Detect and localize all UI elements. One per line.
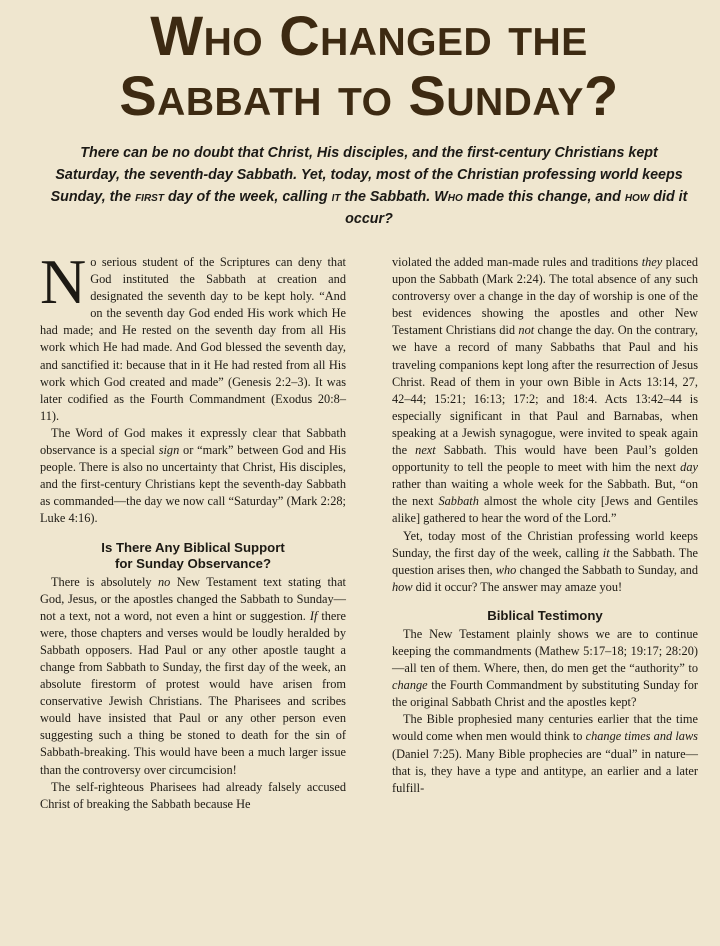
paragraph-text: The Word of God makes it expressly clear that Sabbath observance is a special [40, 425, 346, 458]
paragraph-text: The self-righteous Pharisees had already falsely accused Christ of breaking the Sabbath because He [40, 779, 346, 811]
intro-text: day of the week, calling [163, 189, 332, 205]
intro-paragraph [46, 142, 692, 230]
paragraph-text: Sabbath. This would have been Paul’s golden opportunity to tell the people to meet with him the next [392, 443, 698, 475]
paragraph-text: the Sabbath. The question arises then, [392, 545, 698, 577]
paragraph-text: changed the Sabbath to Sunday, and [516, 562, 698, 577]
left-column [40, 246, 346, 813]
paragraph-text: the Fourth Commandment by substituting Sunday for the original Sabbath Christ and the apostles kept? [392, 678, 698, 710]
intro-first: first [135, 189, 164, 205]
paragraph [392, 711, 698, 796]
paragraph-text: rather than waiting a whole week for the Sabbath. But, “on the next [392, 477, 698, 509]
paragraph-text: placed upon the Sabbath (Mark 2:24). The total absence of any such controversy over a change in the day of worship is one of the best evidences showing the apostles and other New Testament Christians did [392, 255, 699, 338]
paragraph [40, 246, 346, 425]
title-line-2: Sabbath to Sunday? [119, 64, 619, 127]
body-columns [40, 246, 699, 813]
emphasis: Sabbath [438, 494, 479, 509]
intro-it: it [331, 189, 341, 205]
drop-cap: N [40, 246, 87, 317]
emphasis: how [392, 579, 413, 594]
paragraph-text: Yet, today most of the Christian professing world keeps Sunday, the first day of the week, calling [392, 528, 698, 560]
intro-how: how [624, 189, 650, 205]
right-column [392, 254, 698, 813]
emphasis: it [602, 545, 610, 560]
intro-who: Who [434, 189, 463, 205]
intro-text: the Sabbath. [340, 189, 435, 205]
title-line-1: Who Changed the [150, 4, 588, 67]
paragraph-text: there were, those chapters and verses would be loudly heralded by Sabbath opposers. Had Paul or any other apostle taught a change from Sabbath to Sunday, the first day of the week, an absolute firestorm of protest would have arisen from conservative Jewish Christians. The Pharisees and scribes would have insisted that Paul or any other person even suggesting such a thing be stoned to death for the sin of Sabbath-breaking. This would have been a much larger issue than the controversy over circumcision! [40, 608, 346, 777]
paragraph-text: (Daniel 7:25). Many Bible prophecies are “dual” in nature—that is, they have a type and antitype, an earlier and a later fulfill- [392, 746, 698, 795]
emphasis: sign [158, 443, 180, 458]
paragraph-text: violated the added man-made rules and traditions [392, 255, 642, 269]
emphasis: If [309, 608, 318, 623]
paragraph [40, 574, 346, 779]
emphasis: next [415, 443, 436, 458]
emphasis: who [495, 562, 517, 577]
paragraph-text: There is absolutely [51, 574, 158, 589]
paragraph [40, 779, 346, 813]
section-heading [40, 540, 346, 572]
paragraph-text: did it occur? The answer may amaze you! [412, 579, 623, 594]
paragraph [392, 254, 698, 528]
emphasis: no [158, 574, 171, 589]
heading-line: Is There Any Biblical Support [101, 539, 285, 555]
section-heading: Biblical Testimony [487, 607, 603, 623]
paragraph-text: almost the whole city [Jews and Gentiles alike] gathered to hear the word of the Lord.” [392, 494, 698, 526]
paragraph-text: or “mark” between God and His people. There is also no uncertainty that Christ, His disciples, and the first-century Christians kept the seventh-day Sabbath as commanded—the day we now call “Saturday” (Mark 2:28; Luke 4:16). [40, 443, 346, 526]
intro-text: There can be no doubt that Christ, His disciples, and the first-century Christians kept Saturday, the seventh-day Sabbath. Yet, today, most of the Christian professing world keeps Sunday, the [50, 145, 683, 205]
emphasis: change times and laws [585, 729, 698, 744]
paragraph-text: The Bible prophesied many centuries earlier that the time would come when men would think to [392, 712, 698, 744]
heading-line: for Sunday Observance? [114, 555, 272, 571]
intro-text: made this change, and [462, 189, 625, 205]
emphasis: change [392, 678, 428, 693]
paragraph [392, 528, 698, 596]
paragraph-text: change the day. On the contrary, we have a record of many Sabbaths that Paul and his traveling companions kept long after the resurrection of Jesus Christ. Read of them in your own Bible in Acts 13:14, 27, 42–44; 15:21; 16:13; 17:2; and 18:4. Acts 13:42–44 is especially significant in that Paul and Barnabas, when speaking at a Jewish synagogue, were invited to speak again the [392, 323, 698, 458]
emphasis: day [680, 460, 698, 475]
paragraph [392, 626, 698, 711]
emphasis: they [641, 255, 663, 269]
emphasis: not [518, 323, 535, 338]
paragraph-text: o serious student of the Scriptures can deny that God instituted the Sabbath at creation and designated the seventh day to be kept holy. “And on the seventh day God ended His work which He had made; and He rested on the seventh day from all His work which He had made. And God blessed the seventh day, and sanctified it: because that in it He had rested from all His work which God created and made” (Genesis 2:2–3). It was later codified as the Fourth Commandment (Exodus 20:8–11). [40, 255, 346, 423]
paragraph-text: The New Testament plainly shows we are to continue keeping the commandments (Mathew 5:17–18; 19:17; 28:20)—all ten of them. Where, then, do men get the “authority” to [392, 626, 698, 676]
intro-text: did it occur? [345, 189, 688, 227]
article-title [40, 6, 698, 126]
paragraph-text: New Testament text stating that God, Jesus, or the apostles changed the Sabbath to Sunday—not a text, not a word, not even a hint or suggestion. [40, 574, 346, 623]
paragraph [40, 425, 346, 528]
